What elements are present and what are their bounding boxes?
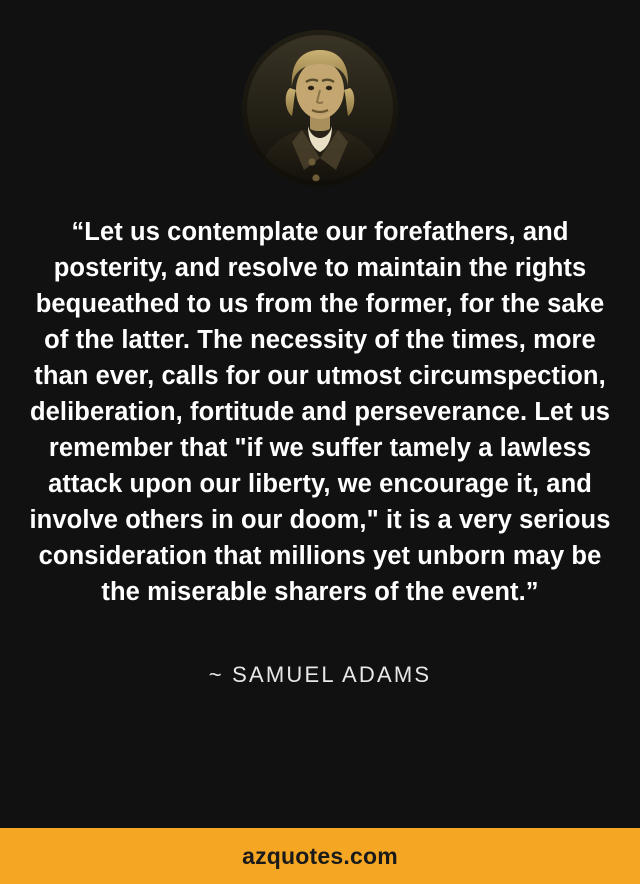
portrait-bust-icon xyxy=(242,30,398,186)
footer-bar xyxy=(0,828,640,884)
portrait-illustration xyxy=(242,30,398,186)
quote-text: “Let us contemplate our forefathers, and posterity, and resolve to maintain the rights bequeathed to us from the former, for the sake of the latter. The necessity of the times, more than ever, calls for our utmost circumspection, deliberation, fortitude and perseverance. Let us remember that "if we suffer tamely a lawless attack upon our liberty, we encourage it, and involve others in our doom," it is a very serious consideration that millions yet unborn may be the miserable sharers of the event.” xyxy=(29,218,611,606)
quote-author: ~ SAMUEL ADAMS xyxy=(208,662,432,687)
site-watermark: azquotes.com xyxy=(242,842,398,869)
